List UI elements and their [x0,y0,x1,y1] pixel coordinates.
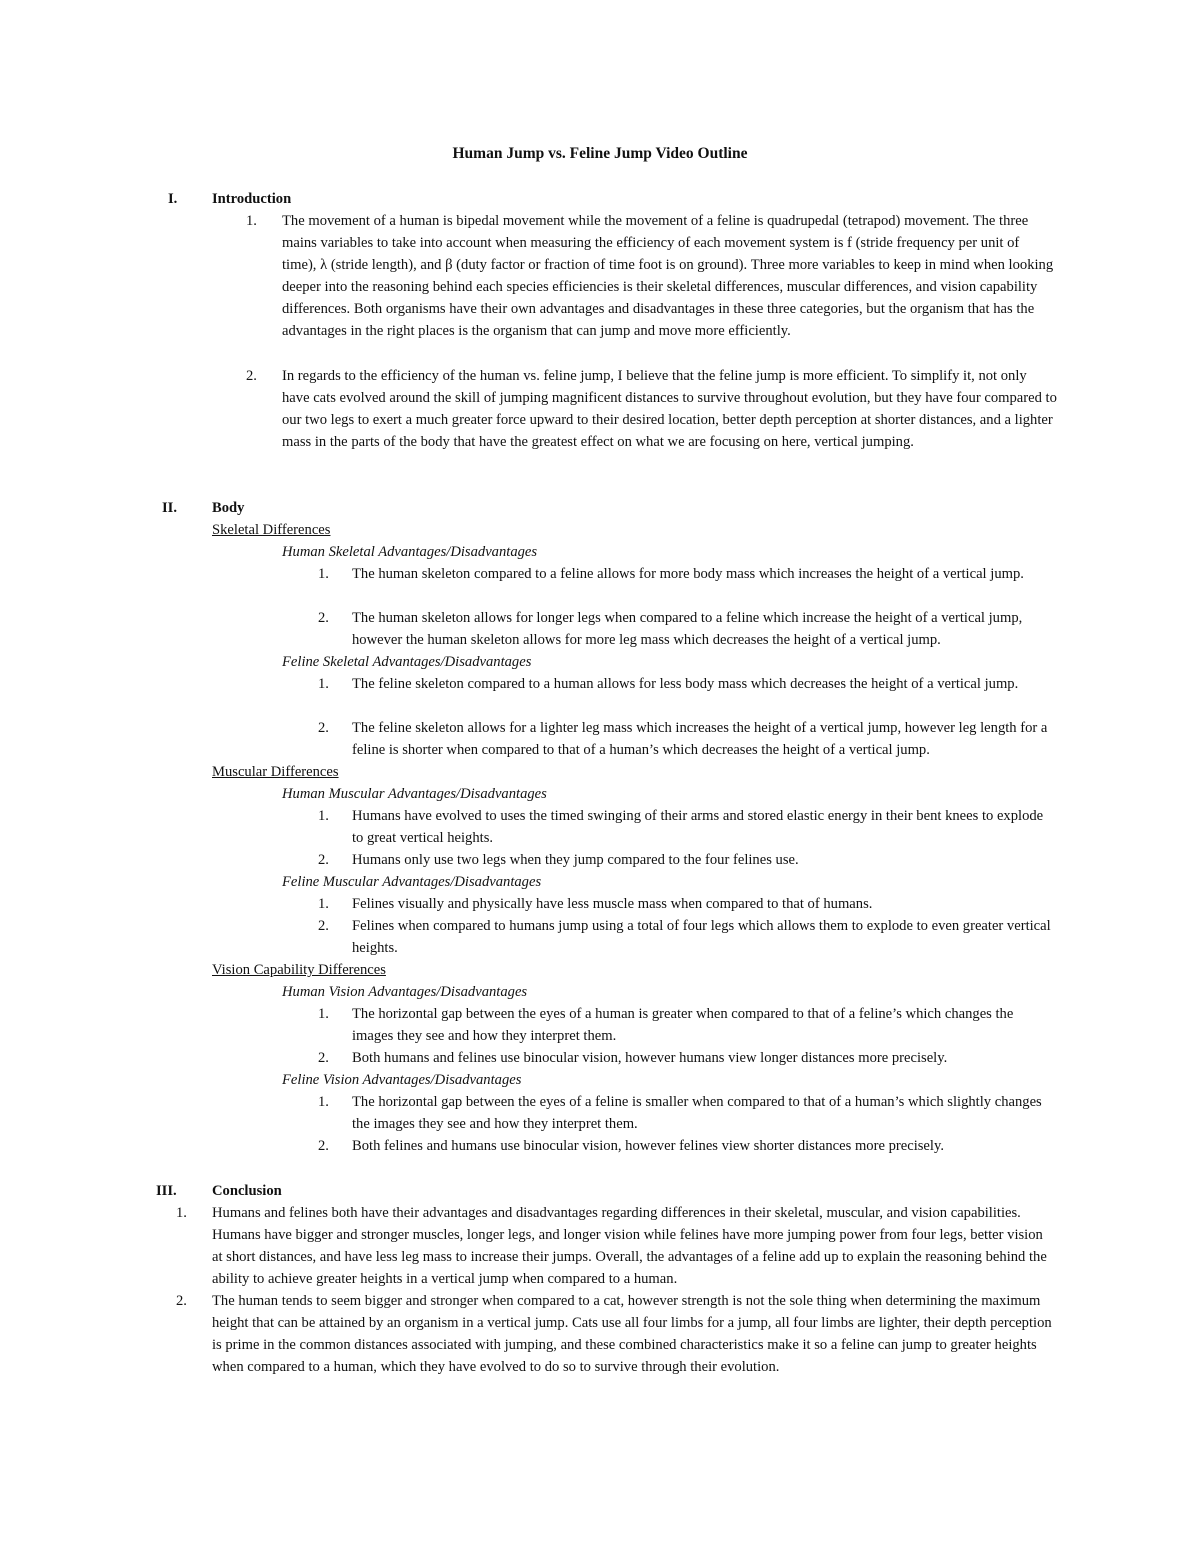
item-text: The human skeleton allows for longer legs when compared to a feline which increase the height of a vertical jump, however the human skeleton allows for more leg mass which decreases the height of a vertical jump. [352,610,1023,648]
item-number: 2. [318,852,329,868]
item-number: 1. [318,1006,329,1022]
feline-skeletal-item-1 [318,673,1042,695]
subheading-vision-capability-differences: Vision Capability Differences [212,962,386,978]
item-text: In regards to the efficiency of the human vs. feline jump, I believe that the feline jump is more efficient. To simplify it, not only have cats evolved around the skill of jumping magnificent distances to survive throughout evolution, but they have four compared to our two legs to exert a much greater force upward to their desired location, better depth perception at shorter distances, and a lighter mass in the parts of the body that have the greatest effect on what we are focusing on here, vertical jumping. [282,368,1057,450]
item-number: 1. [318,676,329,692]
subheading-human-vision: Human Vision Advantages/Disadvantages [282,984,528,1000]
item-number: 1. [318,566,329,582]
item-number: 2. [176,1293,187,1309]
item-text: The human skeleton compared to a feline allows for more body mass which increases the height of a vertical jump. [352,566,1024,582]
human-muscular-item-2 [318,849,1052,871]
section-title: Conclusion [212,1183,282,1199]
item-text: Felines visually and physically have less muscle mass when compared to that of humans. [352,896,873,912]
item-text: The horizontal gap between the eyes of a human is greater when compared to that of a feline’s which changes the images they see and how they interpret them. [352,1006,1014,1044]
section-numeral: I. [168,191,178,207]
section-title: Body [212,500,245,516]
conclusion-item-2 [176,1290,1052,1378]
item-number: 2. [246,368,257,384]
subheading-human-skeletal: Human Skeletal Advantages/Disadvantages [282,544,538,560]
item-number: 1. [318,896,329,912]
item-number: 1. [318,1094,329,1110]
section-numeral: II. [162,500,178,516]
item-number: 2. [318,1138,329,1154]
section-heading-conclusion [156,1180,456,1202]
human-skeletal-item-1 [318,563,1042,585]
item-text: Both felines and humans use binocular vision, however felines view shorter distances more precisely. [352,1138,944,1154]
subheading-feline-vision: Feline Vision Advantages/Disadvantages [282,1072,522,1088]
subheading-muscular-differences: Muscular Differences [212,764,339,780]
item-number: 2. [318,610,329,626]
human-muscular-item-1 [318,805,1052,849]
item-number: 1. [318,808,329,824]
feline-skeletal-item-2 [318,717,1057,761]
subheading-human-muscular: Human Muscular Advantages/Disadvantages [282,786,547,802]
section-title: Introduction [212,191,292,207]
item-text: Both humans and felines use binocular vision, however humans view longer distances more precisely. [352,1050,948,1066]
item-text: The feline skeleton allows for a lighter leg mass which increases the height of a vertical jump, however leg length for a feline is shorter when compared to that of a human’s which decreases the height of a vertical jump. [352,720,1048,758]
item-text: Humans only use two legs when they jump compared to the four felines use. [352,852,799,868]
item-number: 2. [318,1050,329,1066]
document-title: Human Jump vs. Feline Jump Video Outline [452,145,748,162]
item-text: The feline skeleton compared to a human allows for less body mass which decreases the height of a vertical jump. [352,676,1019,692]
item-text: The human tends to seem bigger and stronger when compared to a cat, however strength is not the sole thing when determining the maximum height that can be attained by an organism in a vertical jump. Cats use all four limbs for a jump, all four limbs are lighter, their depth perception is prime in the common distances associated with jumping, and these combined characteristics make it so a feline can jump to greater heights when compared to a human, which they have evolved to do so to survive through their evolution. [212,1293,1052,1375]
subheading-feline-muscular: Feline Muscular Advantages/Disadvantages [282,874,542,890]
item-number: 2. [318,918,329,934]
intro-item-2 [246,365,1057,453]
feline-muscular-item-1 [318,893,1052,915]
feline-muscular-item-2 [318,915,1057,959]
intro-item-1 [246,210,1057,342]
feline-vision-item-2 [318,1135,1047,1157]
item-text: Humans have evolved to uses the timed swinging of their arms and stored elastic energy in their bent knees to explode to great vertical heights. [352,808,1044,846]
human-vision-item-2 [318,1047,1047,1069]
human-skeletal-item-2 [318,607,1042,651]
section-heading-body [162,497,462,519]
item-text: The movement of a human is bipedal movement while the movement of a feline is quadrupedal (tetrapod) movement. The three mains variables to take into account when measuring the efficiency of each movement system is f (stride frequency per unit of time), λ (stride length), and β (duty factor or fraction of time foot is on ground). Three more variables to keep in mind when looking deeper into the reasoning behind each species efficiencies is their skeletal differences, muscular differences, and vision capability differences. Both organisms have their own advantages and disadvantages in these three categories, but the organism that has the advantages in the right places is the organism that can jump and move more efficiently. [282,213,1054,339]
item-number: 1. [176,1205,187,1221]
item-number: 2. [318,720,329,736]
feline-vision-item-1 [318,1091,1047,1135]
item-text: The horizontal gap between the eyes of a feline is smaller when compared to that of a human’s which slightly changes the images they see and how they interpret them. [352,1094,1042,1132]
item-text: Felines when compared to humans jump using a total of four legs which allows them to explode to even greater vertical heights. [352,918,1051,956]
subheading-skeletal-differences: Skeletal Differences [212,522,331,538]
human-vision-item-1 [318,1003,1047,1047]
conclusion-item-1 [176,1202,1052,1290]
section-numeral: III. [156,1183,177,1199]
item-text: Humans and felines both have their advantages and disadvantages regarding differences in their skeletal, muscular, and vision capabilities. Humans have bigger and stronger muscles, longer legs, and longer vision while felines have more jumping power from four legs, better vision at short distances, and have less leg mass to increase their jumps. Overall, the advantages of a feline add up to explain the reasoning behind the ability to achieve greater heights in a vertical jump when compared to a human. [212,1205,1047,1287]
section-heading-introduction [168,188,468,210]
item-number: 1. [246,213,257,229]
subheading-feline-skeletal: Feline Skeletal Advantages/Disadvantages [282,654,532,670]
